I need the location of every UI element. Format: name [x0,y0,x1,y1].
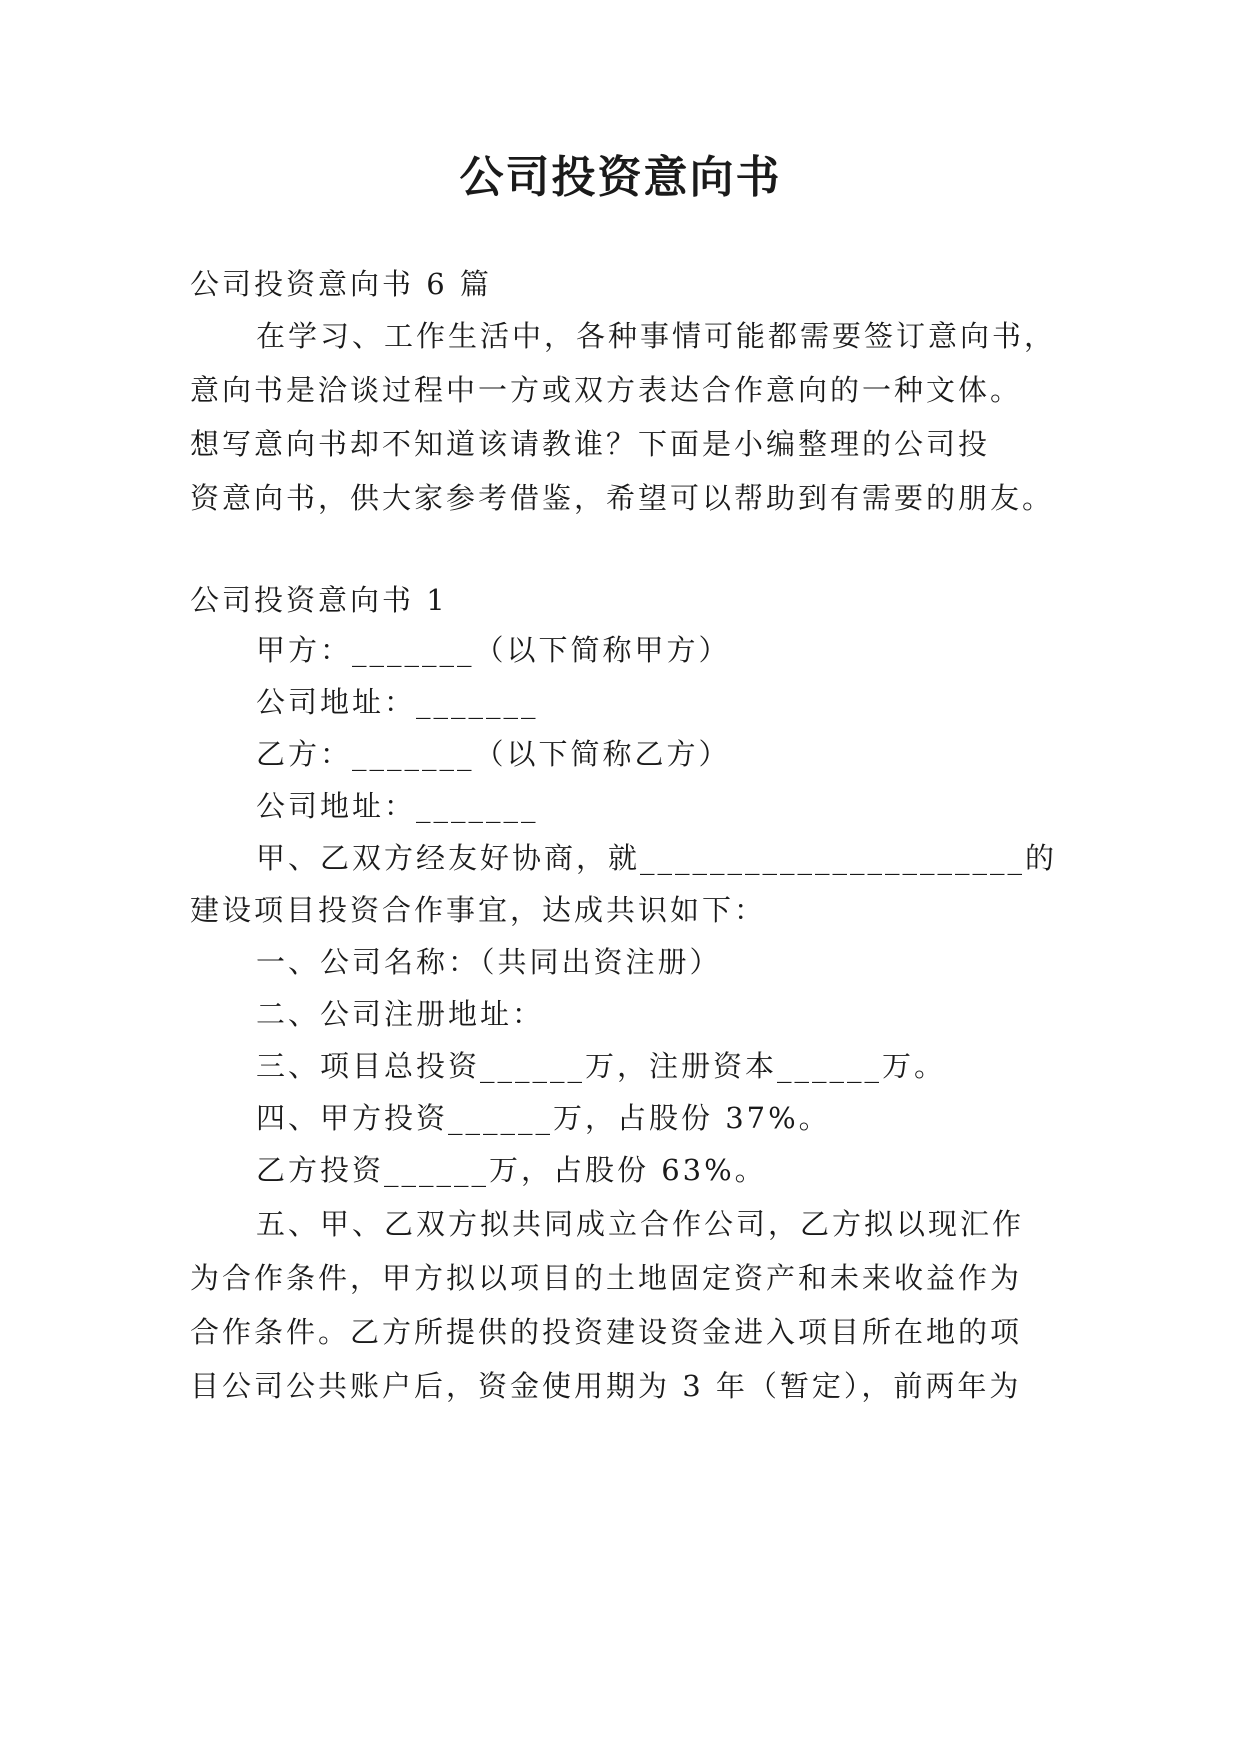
party-a-address-line: 公司地址：_______ [256,685,539,719]
agreement-line: 甲、乙双方经友好协商，就______________________的 [256,841,1058,875]
intro-line: 意向书是洽谈过程中一方或双方表达合作意向的一种文体。 [190,373,1023,407]
intro-line: 在学习、工作生活中，各种事情可能都需要签订意向书， [256,319,1057,353]
subtitle: 公司投资意向书 6 篇 [190,267,492,301]
section-heading: 公司投资意向书 1 [190,583,448,617]
clause-line: 三、项目总投资______万，注册资本______万。 [256,1049,947,1083]
clause-line: 五、甲、乙双方拟共同成立合作公司，乙方拟以现汇作 [256,1207,1025,1241]
document-body [190,0,1070,1754]
intro-line: 资意向书，供大家参考借鉴，希望可以帮助到有需要的朋友。 [190,481,1055,515]
clause-line: 目公司公共账户后，资金使用期为 3 年（暂定），前两年为 [190,1369,1022,1403]
party-b-address-line: 公司地址：_______ [256,789,539,823]
clause-line: 乙方投资______万，占股份 63%。 [256,1153,767,1187]
agreement-line: 建设项目投资合作事宜，达成共识如下： [190,893,767,927]
intro-line: 想写意向书却不知道该请教谁？下面是小编整理的公司投 [190,427,991,461]
document-title: 公司投资意向书 [459,152,782,203]
clause-line: 四、甲方投资______万，占股份 37%。 [256,1101,831,1135]
clause-line: 二、公司注册地址： [256,997,545,1031]
party-b-line: 乙方：_______（以下简称乙方） [256,737,731,771]
clause-line: 为合作条件，甲方拟以项目的土地固定资产和未来收益作为 [190,1261,1023,1295]
party-a-line: 甲方：_______（以下简称甲方） [256,633,731,667]
clause-line: 合作条件。乙方所提供的投资建设资金进入项目所在地的项 [190,1315,1023,1349]
clause-line: 一、公司名称：（共同出资注册） [256,945,722,979]
